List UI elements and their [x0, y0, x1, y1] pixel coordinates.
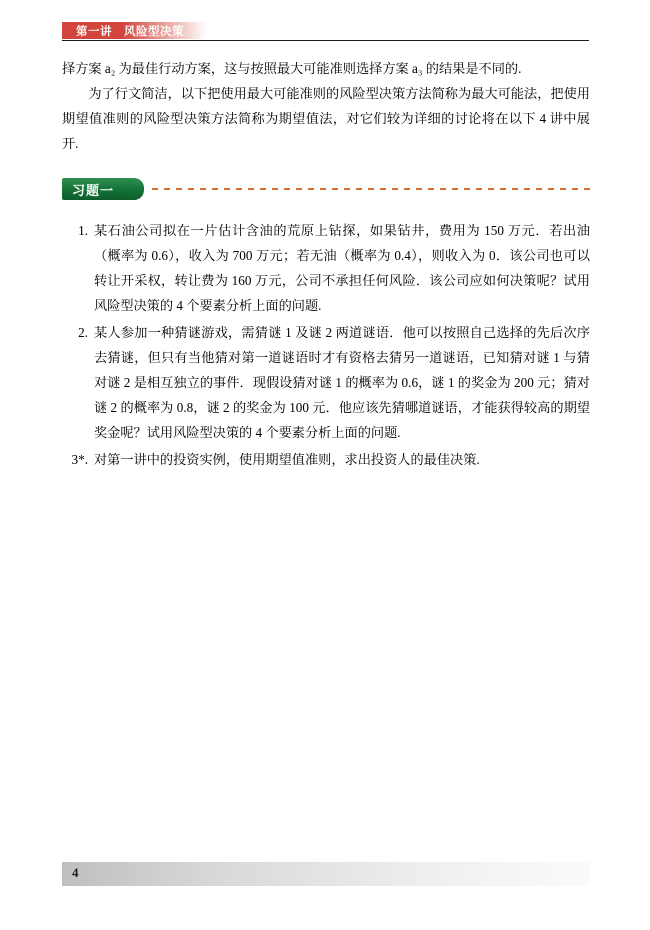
- body-text-block: [62, 56, 590, 156]
- problem-text: 某石油公司拟在一片估计含油的荒原上钻探，如果钻井，费用为 150 万元．若出油（概率为 0.6），收入为 700 万元；若无油（概率为 0.4），则收入为 0．该公司也可以转让开采权，转让费为 160 万元，公司不承担任何风险．该公司应如何决策呢？试用风险型决策的 4 个要素分析上面的问题.: [94, 223, 590, 313]
- footer-color-bar: [62, 862, 590, 886]
- problem-number: 3*.: [71, 452, 88, 467]
- page-header: [62, 22, 590, 39]
- page-number: 4: [72, 865, 79, 880]
- paragraph-2: 为了行文简洁，以下把使用最大可能准则的风险型决策方法简称为最大可能法，把使用期望值准则的风险型决策方法简称为期望值法，对它们较为详细的讨论将在以下 4 讲中展开.: [62, 86, 590, 151]
- page-footer: [62, 862, 590, 896]
- list-item: [62, 447, 590, 472]
- exercise-dotted-rule: [152, 188, 590, 190]
- problem-number: 1.: [78, 223, 88, 238]
- exercise-problem-list: [62, 218, 590, 474]
- list-item: [62, 218, 590, 318]
- exercise-banner: [62, 178, 590, 202]
- chapter-title: 第一讲 风险型决策: [76, 26, 184, 38]
- problem-text: 对第一讲中的投资实例，使用期望值准则，求出投资人的最佳决策.: [94, 452, 480, 467]
- paragraph-1: 择方案 a₂ 为最佳行动方案，这与按照最大可能准则选择方案 a₃ 的结果是不同的.: [62, 61, 522, 76]
- header-divider: [62, 40, 589, 41]
- header-color-bar: [62, 22, 207, 39]
- problem-number: 2.: [78, 325, 88, 340]
- list-item: [62, 320, 590, 445]
- problem-text: 某人参加一种猜谜游戏，需猜谜 1 及谜 2 两道谜语．他可以按照自己选择的先后次序去猜谜，但只有当他猜对第一道谜语时才有资格去猜另一道谜语，已知猜对谜 1 与猜对谜 2 是相互独立的事件．现假设猜对谜 1 的概率为 0.6，谜 1 的奖金为 200 元；猜对谜 2 的概率为 0.8，谜 2 的奖金为 100 元．他应该先猜哪道谜语，才能获得较高的期望奖金呢？试用风险型决策的 4 个要素分析上面的问题.: [94, 325, 590, 440]
- exercise-tag-label: 习题一: [72, 183, 115, 198]
